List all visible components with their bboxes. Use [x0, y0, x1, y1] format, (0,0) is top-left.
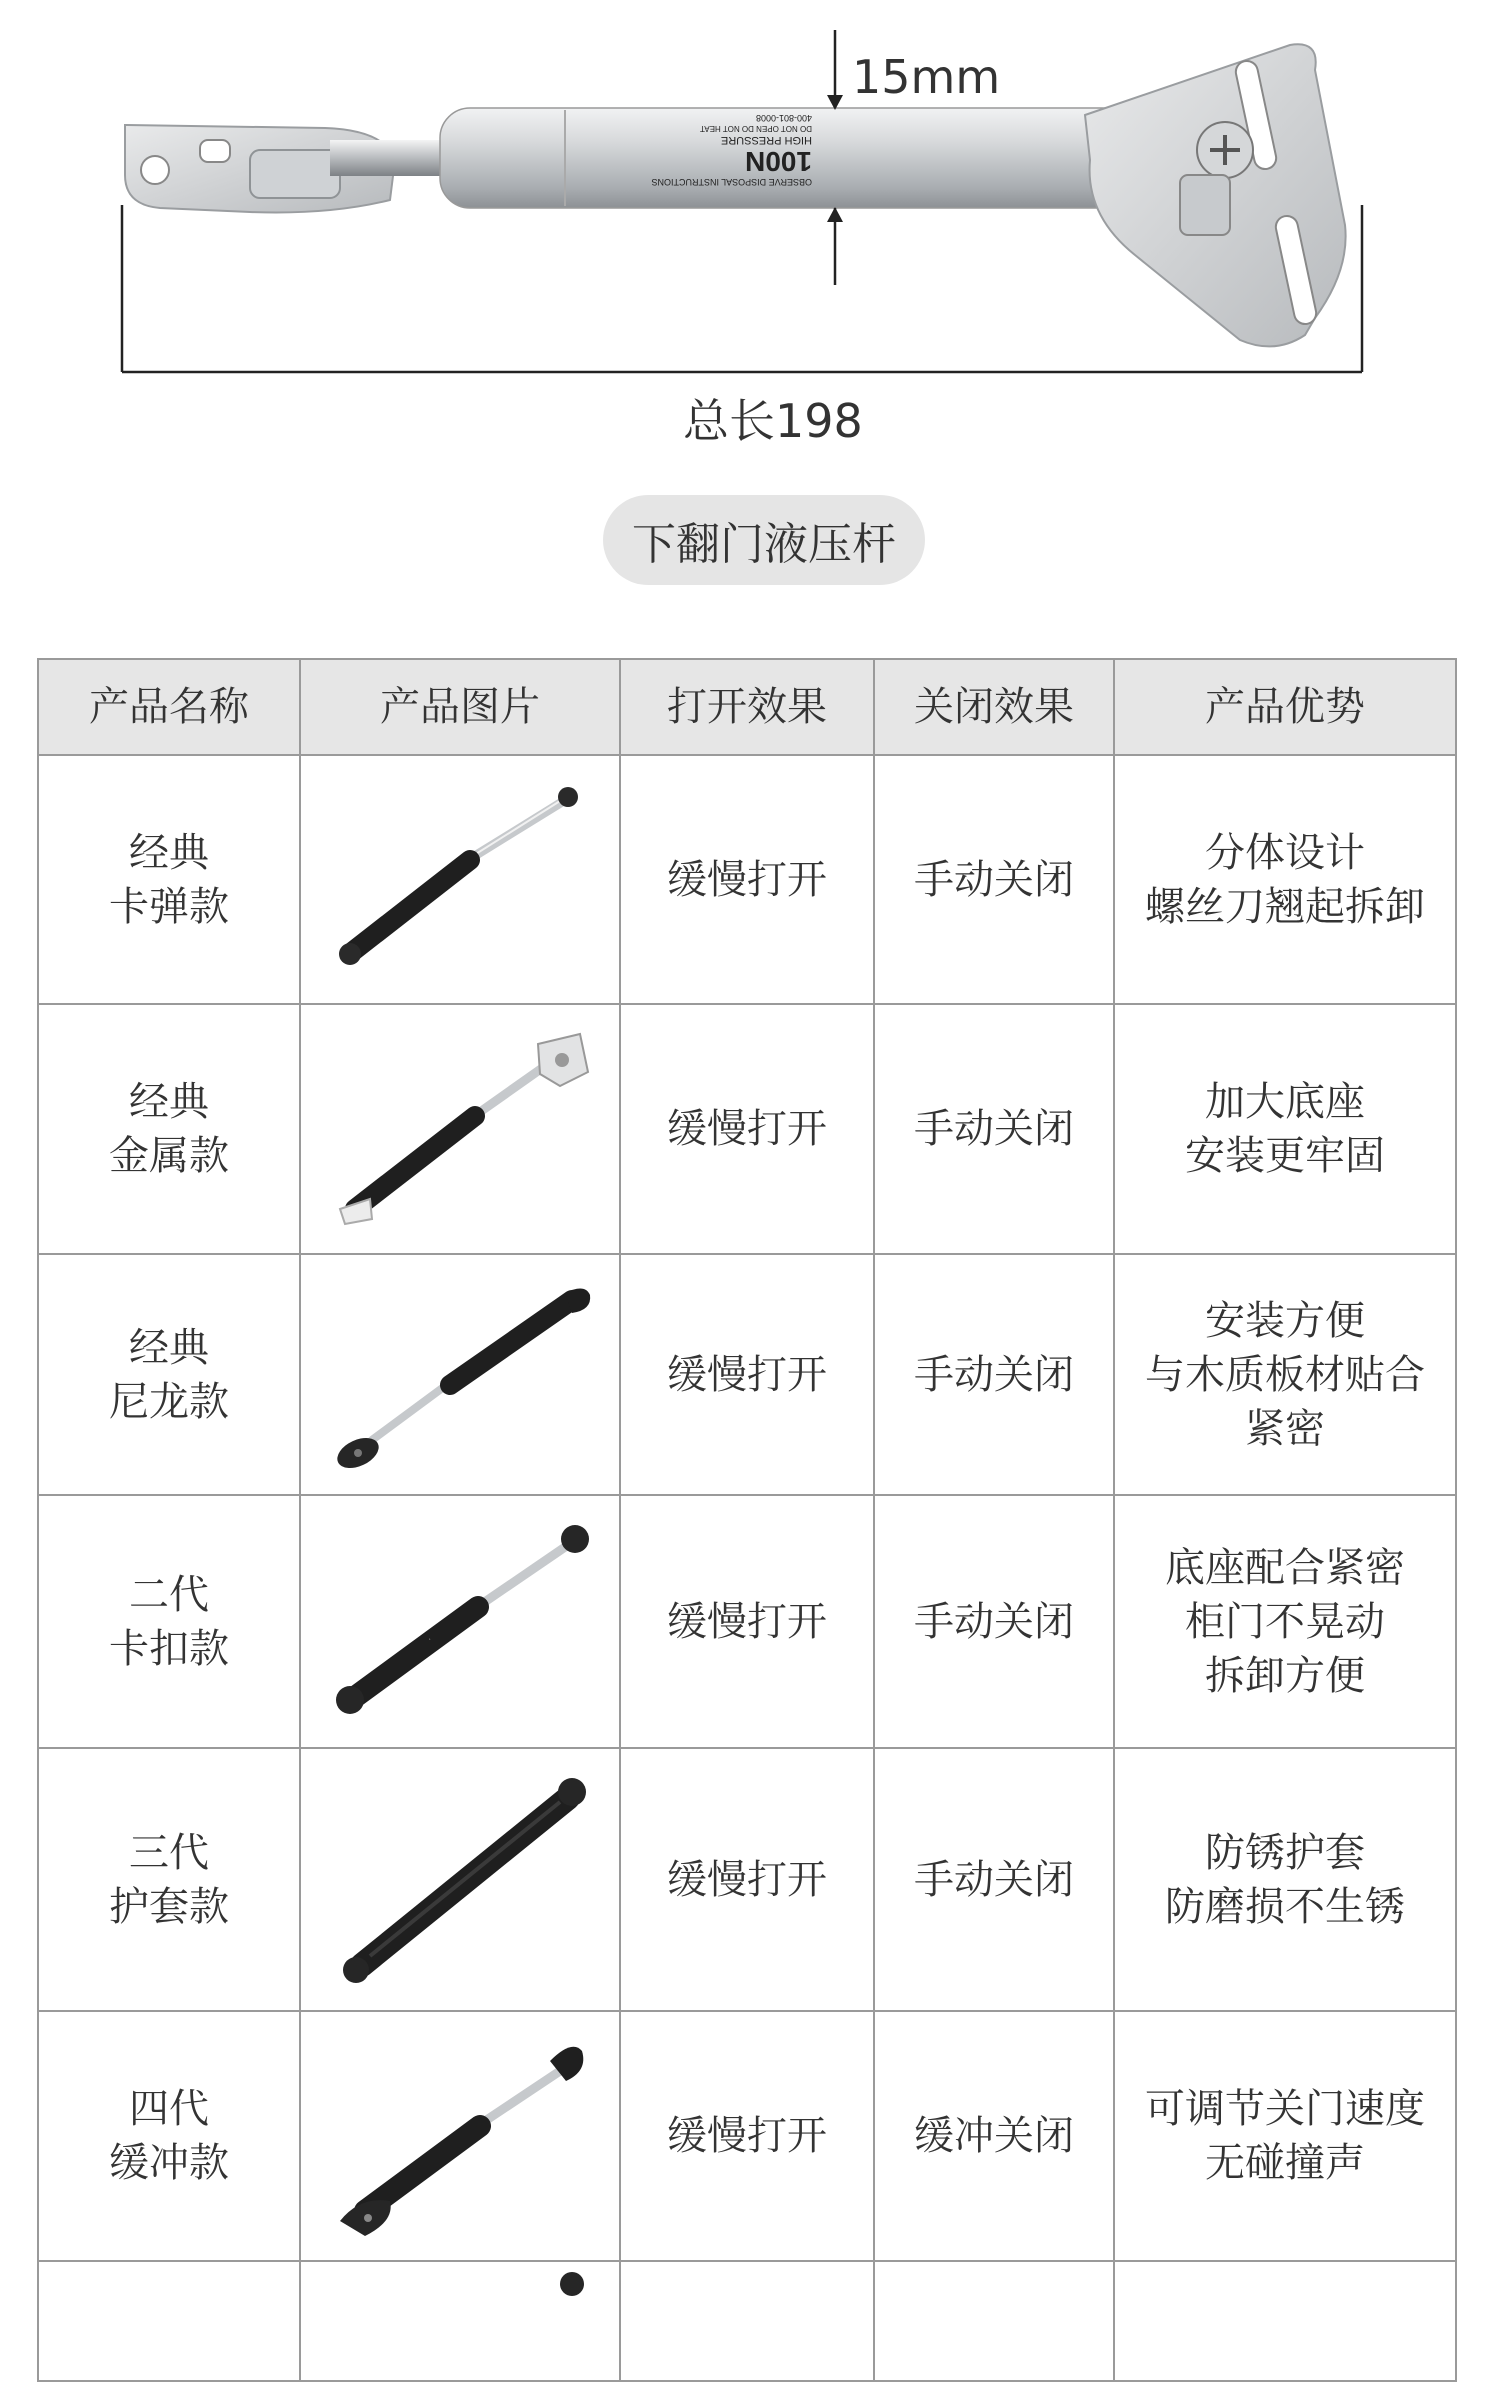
advantage-line: 无碰撞声	[1205, 2140, 1365, 2186]
category-pill: 下翻门液压杆	[603, 495, 925, 585]
rod-force-label: 100N	[745, 146, 812, 177]
header-product-image: 产品图片	[300, 659, 620, 755]
gas-spring-metal-bracket-icon	[310, 1024, 610, 1234]
rod-text-warning: DO NOT OPEN DO NOT HEAT	[699, 124, 812, 133]
product-name-line: 二代	[129, 1571, 209, 1618]
advantage-cell	[1114, 2011, 1456, 2261]
table-row	[38, 1495, 1456, 1748]
product-name-cell	[38, 1004, 300, 1254]
rod-text-high-pressure: HIGH PRESSURE	[720, 134, 812, 146]
table-row	[38, 1004, 1456, 1254]
product-name-line: 经典	[129, 1079, 209, 1125]
advantage-line: 柜门不晃动	[1185, 1598, 1385, 1645]
advantage-line: 可调节关门速度	[1145, 2086, 1425, 2132]
advantage-line: 拆卸方便	[1205, 1652, 1365, 1699]
gas-spring-damper-icon	[310, 2031, 610, 2241]
product-image-cell	[300, 1748, 620, 2011]
table-row	[38, 755, 1456, 1004]
close-effect-cell: 手动关闭	[874, 1495, 1114, 1748]
open-effect-cell: 缓慢打开	[620, 1748, 874, 2011]
advantage-cell	[1114, 2261, 1456, 2381]
advantage-line: 防磨损不生锈	[1165, 1883, 1405, 1930]
length-dimension-label: 总长198	[683, 394, 863, 448]
open-effect-cell	[620, 2261, 874, 2381]
advantage-cell	[1114, 1748, 1456, 2011]
gas-spring-nylon-icon	[310, 1275, 610, 1475]
product-image-cell	[300, 1004, 620, 1254]
advantage-cell	[1114, 1254, 1456, 1495]
product-image-cell	[300, 2261, 620, 2381]
product-name-line: 经典	[129, 1324, 209, 1371]
product-name-line: 卡扣款	[109, 1625, 229, 1672]
gas-spring-partial-icon	[310, 2262, 610, 2302]
advantage-line: 分体设计	[1205, 829, 1365, 876]
open-effect-cell: 缓慢打开	[620, 1254, 874, 1495]
product-name-line: 三代	[129, 1829, 209, 1876]
product-name-cell	[38, 1495, 300, 1748]
advantage-line: 底座配合紧密	[1165, 1544, 1405, 1591]
open-effect-cell: 缓慢打开	[620, 2011, 874, 2261]
header-close-effect: 关闭效果	[874, 659, 1114, 755]
advantage-line: 防锈护套	[1205, 1829, 1365, 1876]
product-name-line: 尼龙款	[109, 1378, 229, 1425]
product-comparison-table	[37, 658, 1457, 2382]
advantage-line: 安装更牢固	[1185, 1133, 1385, 1179]
svg-text:·: ·	[425, 1633, 434, 1644]
advantage-line: 螺丝刀翘起拆卸	[1145, 883, 1425, 930]
product-image-cell	[300, 755, 620, 1004]
header-advantage: 产品优势	[1114, 659, 1456, 755]
product-image-cell	[300, 1495, 620, 1748]
table-row	[38, 2011, 1456, 2261]
close-effect-cell: 手动关闭	[874, 755, 1114, 1004]
advantage-line: 安装方便	[1205, 1297, 1365, 1344]
table-row	[38, 1748, 1456, 2011]
advantage-cell	[1114, 755, 1456, 1004]
open-effect-cell: 缓慢打开	[620, 1004, 874, 1254]
open-effect-cell: 缓慢打开	[620, 1495, 874, 1748]
table-row	[38, 1254, 1456, 1495]
advantage-line: 与木质板材贴合	[1145, 1351, 1425, 1398]
open-effect-cell: 缓慢打开	[620, 755, 874, 1004]
gas-spring-ball-end-icon	[310, 780, 610, 980]
product-name-cell	[38, 2011, 300, 2261]
product-image-cell	[300, 1254, 620, 1495]
product-name-cell	[38, 755, 300, 1004]
close-effect-cell: 手动关闭	[874, 1748, 1114, 2011]
product-name-line: 金属款	[109, 1133, 229, 1179]
product-image-cell	[300, 2011, 620, 2261]
gas-spring-sleeve-icon	[310, 1770, 610, 1990]
product-name-line: 缓冲款	[109, 2140, 229, 2186]
product-name-line: 卡弹款	[109, 883, 229, 930]
advantage-line: 紧密	[1245, 1405, 1325, 1452]
product-name-cell	[38, 2261, 300, 2381]
gas-spring-clip-icon	[310, 1517, 610, 1727]
advantage-cell	[1114, 1004, 1456, 1254]
rod-text-phone: 400-801-0008	[755, 113, 812, 123]
close-effect-cell: 手动关闭	[874, 1254, 1114, 1495]
table-row	[38, 2261, 1456, 2381]
cylinder-shape	[440, 108, 1185, 208]
product-name-line: 护套款	[109, 1883, 229, 1930]
advantage-line: 加大底座	[1205, 1079, 1365, 1125]
product-name-line: 四代	[129, 2086, 209, 2132]
piston-rod-shape	[330, 140, 450, 176]
product-name-cell	[38, 1748, 300, 2011]
advantage-cell	[1114, 1495, 1456, 1748]
close-effect-cell: 手动关闭	[874, 1004, 1114, 1254]
rod-text-disposal: OBSERVE DISPOSAL INSTRUCTIONS	[651, 177, 812, 187]
product-name-line: 经典	[129, 829, 209, 876]
close-effect-cell	[874, 2261, 1114, 2381]
width-dimension-label: 15mm	[852, 50, 1001, 104]
table-header-row	[38, 659, 1456, 755]
product-name-cell	[38, 1254, 300, 1495]
header-open-effect: 打开效果	[620, 659, 874, 755]
close-effect-cell: 缓冲关闭	[874, 2011, 1114, 2261]
rod-printed-text	[612, 112, 812, 187]
header-product-name: 产品名称	[38, 659, 300, 755]
product-dimension-drawing	[0, 0, 1500, 470]
